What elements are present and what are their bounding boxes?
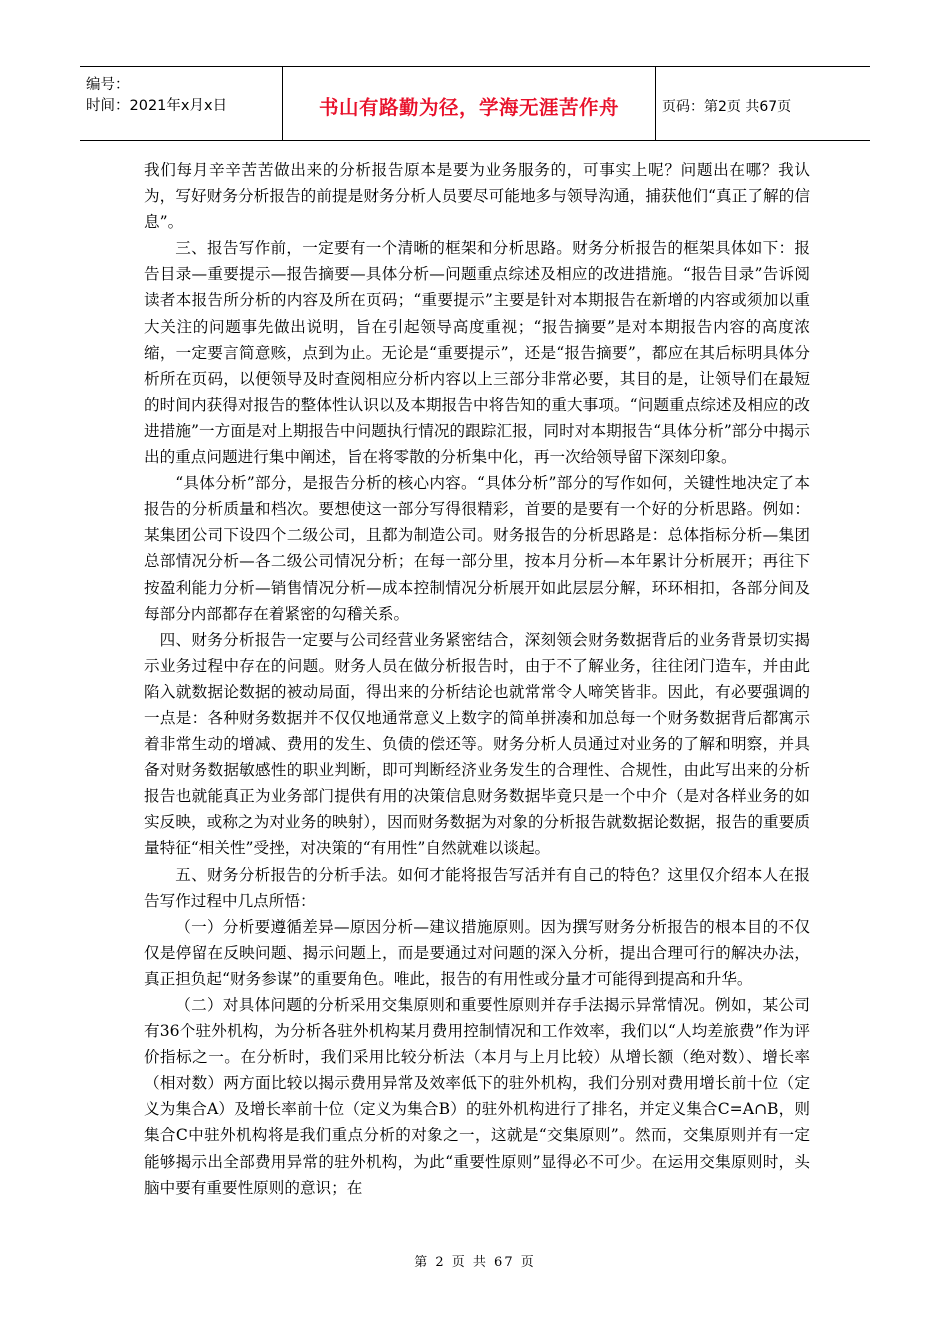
- footer-page-number: 第 2 页 共 67 页: [414, 1255, 536, 1270]
- header-motto-cell: [283, 67, 656, 140]
- page-header: [80, 66, 870, 141]
- paragraph: 我们每月辛辛苦苦做出来的分析报告原本是要为业务服务的，可事实上呢？问题出在哪？我认为，写好财务分析报告的前提是财务分析人员要尽可能地多与领导沟通，捕获他们“真正了解的信息”。: [144, 161, 810, 232]
- paragraph: 三、报告写作前，一定要有一个清晰的框架和分析思路。财务分析报告的框架具体如下：报告目录—重要提示—报告摘要—具体分析—问题重点综述及相应的改进措施。“报告目录”告诉阅读者本报告所分析的内容及所在页码；“重要提示”主要是针对本期报告在新增的内容或须加以重大关注的问题事先做出说明，旨在引起领导高度重视；“报告摘要”是对本期报告内容的高度浓缩，一定要言简意赅，点到为止。无论是“重要提示”，还是“报告摘要”，都应在其后标明具体分析所在页码，以便领导及时查阅相应分析内容以上三部分非常必要，其目的是，让领导们在最短的时间内获得对报告的整体性认识以及本期报告中将告知的重大事项。“问题重点综述及相应的改进措施”一方面是对上期报告中问题执行情况的跟踪汇报，同时对本期报告“具体分析”部分中揭示出的重点问题进行集中阐述，旨在将零散的分析集中化，再一次给领导留下深刻印象。: [144, 239, 810, 467]
- header-page-number: 页码：第2页 共67页: [662, 98, 792, 115]
- paragraph: 五、财务分析报告的分析手法。如何才能将报告写活并有自己的特色？这里仅介绍本人在报告写作过程中几点所悟：: [144, 865, 810, 910]
- paragraph: （二）对具体问题的分析采用交集原则和重要性原则并存手法揭示异常情况。例如，某公司有36个驻外机构，为分析各驻外机构某月费用控制情况和工作效率，我们以“人均差旅费”作为评价指标之一。在分析时，我们采用比较分析法（本月与上月比较）从增长额（绝对数）、增长率（相对数）两方面比较以揭示费用异常及效率低下的驻外机构，我们分别对费用增长前十位（定义为集合A）及增长率前十位（定义为集合B）的驻外机构进行了排名，并定义集合C=A∩B，则集合C中驻外机构将是我们重点分析的对象之一，这就是“交集原则”。然而，交集原则并有一定能够揭示出全部费用异常的驻外机构，为此“重要性原则”显得必不可少。在运用交集原则时，头脑中要有重要性原则的意识；在: [144, 996, 810, 1197]
- paragraph: “具体分析”部分，是报告分析的核心内容。“具体分析”部分的写作如何，关键性地决定了本报告的分析质量和档次。要想使这一部分写得很精彩，首要的是要有一个好的分析思路。例如：某集团公司下设四个二级公司，且都为制造公司。财务报告的分析思路是：总体指标分析—集团总部情况分析—各二级公司情况分析；在每一部分里，按本月分析—本年累计分析展开；再往下按盈利能力分析—销售情况分析—成本控制情况分析展开如此层层分解，环环相扣，各部分间及每部分内部都存在着紧密的勾稽关系。: [144, 474, 810, 623]
- document-body: [144, 157, 810, 1201]
- page-footer: [0, 1251, 950, 1270]
- document-number-label: 编号：: [86, 77, 130, 93]
- header-motto: 书山有路勤为径，学海无涯苦作舟: [318, 95, 619, 119]
- header-page-cell: [656, 67, 870, 140]
- paragraph: （一）分析要遵循差异—原因分析—建议措施原则。因为撰写财务分析报告的根本目的不仅仅是停留在反映问题、揭示问题上，而是要通过对问题的深入分析，提出合理可行的解决办法，真正担负起“财务参谋”的重要角色。唯此，报告的有用性或分量才可能得到提高和升华。: [144, 917, 810, 988]
- header-meta: [80, 67, 283, 140]
- paragraph: 四、财务分析报告一定要与公司经营业务紧密结合，深刻领会财务数据背后的业务背景切实揭示业务过程中存在的问题。财务人员在做分析报告时，由于不了解业务，往往闭门造车，并由此陷入就数据论数据的被动局面，得出来的分析结论也就常常令人啼笑皆非。因此，有必要强调的一点是：各种财务数据并不仅仅地通常意义上数字的简单拼凑和加总每一个财务数据背后都寓示着非常生动的增减、费用的发生、负债的偿还等。财务分析人员通过对业务的了解和明察，并具备对财务数据敏感性的职业判断，即可判断经济业务发生的合理性、合规性，由此写出来的分析报告也就能真正为业务部门提供有用的决策信息财务数据毕竟只是一个中介（是对各样业务的如实反映，或称之为对业务的映射），因而财务数据为对象的分析报告就数据论数据，报告的重要质量特征“相关性”受挫，对决策的“有用性”自然就难以谈起。: [144, 630, 810, 858]
- document-date-label: 时间：2021年x月x日: [86, 98, 228, 114]
